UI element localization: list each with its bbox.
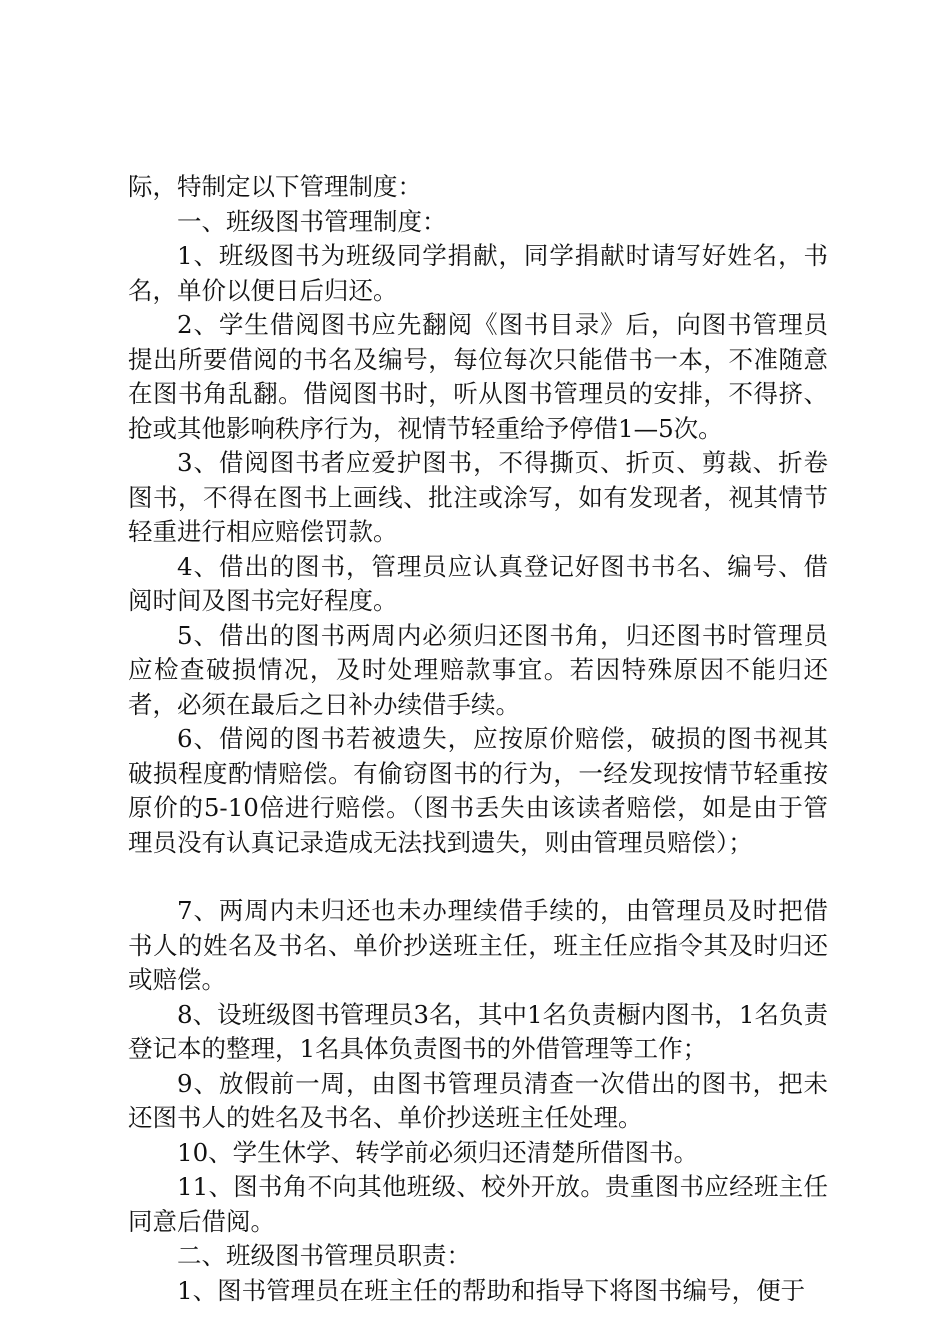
rule-5: 5、借出的图书两周内必须归还图书角，归还图书时管理员应检查破损情况，及时处理赔款事宜。若因特殊原因不能归还者，必须在最后之日补办续借手续。: [128, 620, 828, 719]
rule-8: 8、设班级图书管理员3名，其中1名负责橱内图书，1名负责登记本的整理，1名具体负责图书的外借管理等工作；: [128, 999, 828, 1063]
section-heading-2: 二、班级图书管理员职责：: [177, 1241, 471, 1270]
rule-11: 11、图书角不向其他班级、校外开放。贵重图书应经班主任同意后借阅。: [128, 1172, 828, 1236]
rule-6: 6、借阅的图书若被遗失，应按原价赔偿，破损的图书视其破损程度酌情赔偿。有偷窃图书的行为，一经发现按情节轻重按原价的5-10倍进行赔偿。（图书丢失由该读者赔偿，如是由于管理员没有认真记录造成无法找到遗失，则由管理员赔偿）；: [128, 724, 828, 857]
rule-7: 7、两周内未归还也未办理续借手续的，由管理员及时把借书人的姓名及书名、单价抄送班主任，班主任应指令其及时归还或赔偿。: [128, 896, 828, 994]
document-body: [128, 170, 828, 1308]
rule-9: 9、放假前一周，由图书管理员清查一次借出的图书，把未还图书人的姓名及书名、单价抄送班主任处理。: [128, 1068, 828, 1132]
duty-1: 1、图书管理员在班主任的帮助和指导下将图书编号，便于: [177, 1275, 806, 1305]
rule-2: 2、学生借阅图书应先翻阅《图书目录》后，向图书管理员提出所要借阅的书名及编号，每位每次只能借书一本，不准随意在图书角乱翻。借阅图书时，听从图书管理员的安排，不得挤、抢或其他影响秩序行为，视情节轻重给予停借1—5次。: [128, 310, 828, 443]
section-heading-1: 一、班级图书管理制度：: [177, 206, 447, 236]
rule-10: 10、学生休学、转学前必须归还清楚所借图书。: [177, 1137, 699, 1167]
rule-3: 3、借阅图书者应爱护图书，不得撕页、折页、剪裁、折卷图书，不得在图书上画线、批注或涂写，如有发现者，视其情节轻重进行相应赔偿罚款。: [128, 448, 828, 546]
rule-4: 4、借出的图书，管理员应认真登记好图书书名、编号、借阅时间及图书完好程度。: [128, 551, 828, 615]
paragraph-intro-continuation: 际，特制定以下管理制度：: [128, 172, 422, 201]
rule-1: 1、班级图书为班级同学捐献，同学捐献时请写好姓名，书名，单价以便日后归还。: [128, 241, 828, 305]
paragraph-gap: [128, 860, 828, 894]
